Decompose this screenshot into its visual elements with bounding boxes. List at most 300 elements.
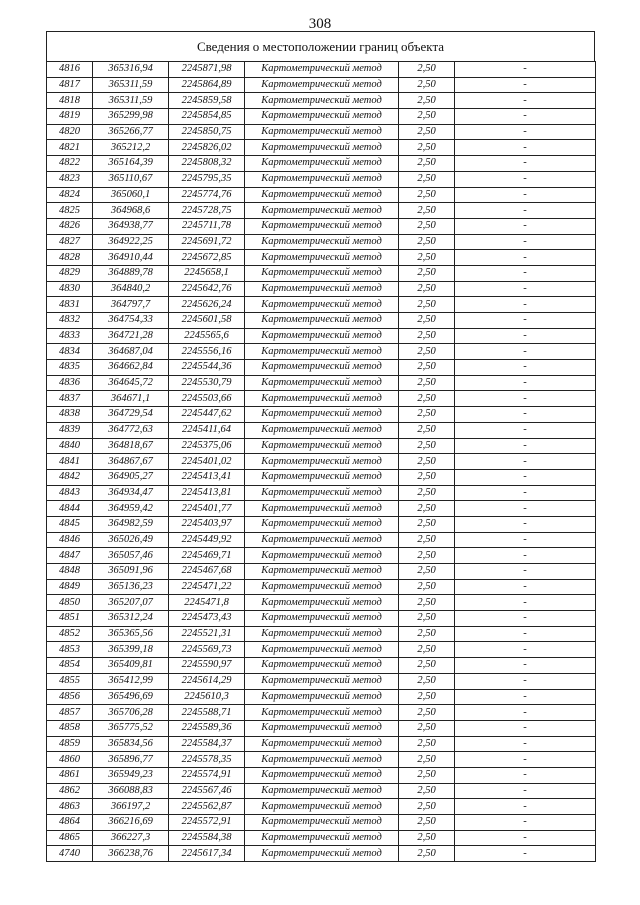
x-coordinate-cell: 365409,81 <box>93 658 169 674</box>
y-coordinate-cell: 2245617,34 <box>169 846 245 862</box>
y-coordinate-cell: 2245401,77 <box>169 501 245 517</box>
point-number-cell: 4847 <box>47 548 93 564</box>
table-row <box>47 454 596 470</box>
coordinates-table <box>46 61 596 862</box>
point-number-cell: 4824 <box>47 187 93 203</box>
y-coordinate-cell: 2245588,71 <box>169 705 245 721</box>
x-coordinate-cell: 365896,77 <box>93 752 169 768</box>
y-coordinate-cell: 2245590,97 <box>169 658 245 674</box>
description-cell: - <box>455 642 596 658</box>
y-coordinate-cell: 2245521,31 <box>169 626 245 642</box>
table-row <box>47 846 596 862</box>
y-coordinate-cell: 2245589,36 <box>169 720 245 736</box>
table-row <box>47 532 596 548</box>
table-row <box>47 673 596 689</box>
description-cell: - <box>455 516 596 532</box>
table-row <box>47 642 596 658</box>
accuracy-cell: 2,50 <box>399 360 455 376</box>
description-cell: - <box>455 140 596 156</box>
description-cell: - <box>455 595 596 611</box>
y-coordinate-cell: 2245795,35 <box>169 171 245 187</box>
point-number-cell: 4844 <box>47 501 93 517</box>
method-cell: Картометрический метод <box>245 815 399 831</box>
method-cell: Картометрический метод <box>245 830 399 846</box>
y-coordinate-cell: 2245556,16 <box>169 344 245 360</box>
method-cell: Картометрический метод <box>245 250 399 266</box>
y-coordinate-cell: 2245572,91 <box>169 815 245 831</box>
point-number-cell: 4865 <box>47 830 93 846</box>
point-number-cell: 4831 <box>47 297 93 313</box>
y-coordinate-cell: 2245569,73 <box>169 642 245 658</box>
y-coordinate-cell: 2245626,24 <box>169 297 245 313</box>
y-coordinate-cell: 2245467,68 <box>169 564 245 580</box>
point-number-cell: 4827 <box>47 234 93 250</box>
table-row <box>47 281 596 297</box>
x-coordinate-cell: 364818,67 <box>93 438 169 454</box>
description-cell: - <box>455 815 596 831</box>
boundary-table-sheet <box>46 31 595 862</box>
y-coordinate-cell: 2245473,43 <box>169 611 245 627</box>
accuracy-cell: 2,50 <box>399 391 455 407</box>
accuracy-cell: 2,50 <box>399 124 455 140</box>
x-coordinate-cell: 365949,23 <box>93 767 169 783</box>
y-coordinate-cell: 2245728,75 <box>169 203 245 219</box>
accuracy-cell: 2,50 <box>399 626 455 642</box>
x-coordinate-cell: 366197,2 <box>93 799 169 815</box>
accuracy-cell: 2,50 <box>399 642 455 658</box>
y-coordinate-cell: 2245530,79 <box>169 375 245 391</box>
accuracy-cell: 2,50 <box>399 250 455 266</box>
accuracy-cell: 2,50 <box>399 62 455 78</box>
description-cell: - <box>455 454 596 470</box>
page-number: 308 <box>308 16 332 32</box>
point-number-cell: 4834 <box>47 344 93 360</box>
table-row <box>47 265 596 281</box>
table-row <box>47 171 596 187</box>
method-cell: Картометрический метод <box>245 281 399 297</box>
x-coordinate-cell: 365207,07 <box>93 595 169 611</box>
y-coordinate-cell: 2245471,8 <box>169 595 245 611</box>
y-coordinate-cell: 2245401,02 <box>169 454 245 470</box>
x-coordinate-cell: 365412,99 <box>93 673 169 689</box>
x-coordinate-cell: 364721,28 <box>93 328 169 344</box>
accuracy-cell: 2,50 <box>399 815 455 831</box>
table-row <box>47 77 596 93</box>
method-cell: Картометрический метод <box>245 485 399 501</box>
accuracy-cell: 2,50 <box>399 720 455 736</box>
y-coordinate-cell: 2245447,62 <box>169 407 245 423</box>
x-coordinate-cell: 364959,42 <box>93 501 169 517</box>
y-coordinate-cell: 2245859,58 <box>169 93 245 109</box>
table-row <box>47 658 596 674</box>
point-number-cell: 4740 <box>47 846 93 862</box>
method-cell: Картометрический метод <box>245 375 399 391</box>
x-coordinate-cell: 364889,78 <box>93 265 169 281</box>
point-number-cell: 4851 <box>47 611 93 627</box>
point-number-cell: 4837 <box>47 391 93 407</box>
accuracy-cell: 2,50 <box>399 187 455 203</box>
method-cell: Картометрический метод <box>245 171 399 187</box>
y-coordinate-cell: 2245826,02 <box>169 140 245 156</box>
y-coordinate-cell: 2245578,35 <box>169 752 245 768</box>
description-cell: - <box>455 62 596 78</box>
accuracy-cell: 2,50 <box>399 783 455 799</box>
y-coordinate-cell: 2245584,38 <box>169 830 245 846</box>
method-cell: Картометрический метод <box>245 218 399 234</box>
method-cell: Картометрический метод <box>245 736 399 752</box>
x-coordinate-cell: 364840,2 <box>93 281 169 297</box>
y-coordinate-cell: 2245808,32 <box>169 156 245 172</box>
table-row <box>47 705 596 721</box>
x-coordinate-cell: 364905,27 <box>93 469 169 485</box>
accuracy-cell: 2,50 <box>399 767 455 783</box>
point-number-cell: 4862 <box>47 783 93 799</box>
y-coordinate-cell: 2245411,64 <box>169 422 245 438</box>
description-cell: - <box>455 422 596 438</box>
description-cell: - <box>455 720 596 736</box>
accuracy-cell: 2,50 <box>399 156 455 172</box>
table-row <box>47 218 596 234</box>
method-cell: Картометрический метод <box>245 234 399 250</box>
point-number-cell: 4830 <box>47 281 93 297</box>
method-cell: Картометрический метод <box>245 438 399 454</box>
method-cell: Картометрический метод <box>245 783 399 799</box>
accuracy-cell: 2,50 <box>399 516 455 532</box>
method-cell: Картометрический метод <box>245 360 399 376</box>
table-row <box>47 548 596 564</box>
y-coordinate-cell: 2245711,78 <box>169 218 245 234</box>
table-title: Сведения о местоположении границ объекта <box>46 31 595 61</box>
method-cell: Картометрический метод <box>245 564 399 580</box>
description-cell: - <box>455 77 596 93</box>
table-row <box>47 156 596 172</box>
table-row <box>47 501 596 517</box>
accuracy-cell: 2,50 <box>399 93 455 109</box>
description-cell: - <box>455 375 596 391</box>
method-cell: Картометрический метод <box>245 642 399 658</box>
y-coordinate-cell: 2245503,66 <box>169 391 245 407</box>
point-number-cell: 4855 <box>47 673 93 689</box>
description-cell: - <box>455 93 596 109</box>
description-cell: - <box>455 328 596 344</box>
x-coordinate-cell: 365266,77 <box>93 124 169 140</box>
x-coordinate-cell: 365399,18 <box>93 642 169 658</box>
description-cell: - <box>455 124 596 140</box>
table-row <box>47 579 596 595</box>
table-row <box>47 799 596 815</box>
y-coordinate-cell: 2245567,46 <box>169 783 245 799</box>
table-row <box>47 595 596 611</box>
point-number-cell: 4863 <box>47 799 93 815</box>
x-coordinate-cell: 365212,2 <box>93 140 169 156</box>
x-coordinate-cell: 366216,69 <box>93 815 169 831</box>
accuracy-cell: 2,50 <box>399 752 455 768</box>
description-cell: - <box>455 611 596 627</box>
x-coordinate-cell: 365311,59 <box>93 93 169 109</box>
description-cell: - <box>455 846 596 862</box>
accuracy-cell: 2,50 <box>399 297 455 313</box>
method-cell: Картометрический метод <box>245 391 399 407</box>
point-number-cell: 4843 <box>47 485 93 501</box>
description-cell: - <box>455 579 596 595</box>
method-cell: Картометрический метод <box>245 297 399 313</box>
y-coordinate-cell: 2245449,92 <box>169 532 245 548</box>
point-number-cell: 4852 <box>47 626 93 642</box>
point-number-cell: 4823 <box>47 171 93 187</box>
method-cell: Картометрический метод <box>245 658 399 674</box>
x-coordinate-cell: 365091,96 <box>93 564 169 580</box>
table-row <box>47 297 596 313</box>
point-number-cell: 4850 <box>47 595 93 611</box>
accuracy-cell: 2,50 <box>399 469 455 485</box>
accuracy-cell: 2,50 <box>399 485 455 501</box>
table-row <box>47 328 596 344</box>
y-coordinate-cell: 2245774,76 <box>169 187 245 203</box>
point-number-cell: 4854 <box>47 658 93 674</box>
method-cell: Картометрический метод <box>245 626 399 642</box>
point-number-cell: 4848 <box>47 564 93 580</box>
x-coordinate-cell: 364938,77 <box>93 218 169 234</box>
point-number-cell: 4818 <box>47 93 93 109</box>
method-cell: Картометрический метод <box>245 156 399 172</box>
method-cell: Картометрический метод <box>245 689 399 705</box>
method-cell: Картометрический метод <box>245 579 399 595</box>
description-cell: - <box>455 689 596 705</box>
y-coordinate-cell: 2245403,97 <box>169 516 245 532</box>
point-number-cell: 4819 <box>47 109 93 125</box>
accuracy-cell: 2,50 <box>399 344 455 360</box>
y-coordinate-cell: 2245544,36 <box>169 360 245 376</box>
table-row <box>47 485 596 501</box>
accuracy-cell: 2,50 <box>399 689 455 705</box>
description-cell: - <box>455 548 596 564</box>
description-cell: - <box>455 673 596 689</box>
x-coordinate-cell: 366088,83 <box>93 783 169 799</box>
method-cell: Картометрический метод <box>245 846 399 862</box>
method-cell: Картометрический метод <box>245 516 399 532</box>
x-coordinate-cell: 364729,54 <box>93 407 169 423</box>
x-coordinate-cell: 364645,72 <box>93 375 169 391</box>
x-coordinate-cell: 365311,59 <box>93 77 169 93</box>
method-cell: Картометрический метод <box>245 501 399 517</box>
point-number-cell: 4858 <box>47 720 93 736</box>
description-cell: - <box>455 783 596 799</box>
x-coordinate-cell: 365164,39 <box>93 156 169 172</box>
accuracy-cell: 2,50 <box>399 799 455 815</box>
description-cell: - <box>455 438 596 454</box>
description-cell: - <box>455 156 596 172</box>
point-number-cell: 4835 <box>47 360 93 376</box>
table-row <box>47 752 596 768</box>
accuracy-cell: 2,50 <box>399 171 455 187</box>
point-number-cell: 4853 <box>47 642 93 658</box>
x-coordinate-cell: 365365,56 <box>93 626 169 642</box>
table-row <box>47 407 596 423</box>
table-row <box>47 203 596 219</box>
x-coordinate-cell: 365834,56 <box>93 736 169 752</box>
method-cell: Картометрический метод <box>245 767 399 783</box>
table-row <box>47 422 596 438</box>
description-cell: - <box>455 171 596 187</box>
point-number-cell: 4821 <box>47 140 93 156</box>
point-number-cell: 4846 <box>47 532 93 548</box>
method-cell: Картометрический метод <box>245 265 399 281</box>
point-number-cell: 4820 <box>47 124 93 140</box>
y-coordinate-cell: 2245375,06 <box>169 438 245 454</box>
table-row <box>47 564 596 580</box>
table-row <box>47 109 596 125</box>
method-cell: Картометрический метод <box>245 77 399 93</box>
table-row <box>47 469 596 485</box>
method-cell: Картометрический метод <box>245 799 399 815</box>
y-coordinate-cell: 2245672,85 <box>169 250 245 266</box>
description-cell: - <box>455 187 596 203</box>
method-cell: Картометрический метод <box>245 187 399 203</box>
accuracy-cell: 2,50 <box>399 501 455 517</box>
accuracy-cell: 2,50 <box>399 595 455 611</box>
x-coordinate-cell: 364867,67 <box>93 454 169 470</box>
point-number-cell: 4838 <box>47 407 93 423</box>
method-cell: Картометрический метод <box>245 595 399 611</box>
method-cell: Картометрический метод <box>245 720 399 736</box>
point-number-cell: 4828 <box>47 250 93 266</box>
table-row <box>47 234 596 250</box>
x-coordinate-cell: 364968,6 <box>93 203 169 219</box>
accuracy-cell: 2,50 <box>399 265 455 281</box>
table-row <box>47 689 596 705</box>
accuracy-cell: 2,50 <box>399 328 455 344</box>
y-coordinate-cell: 2245413,41 <box>169 469 245 485</box>
point-number-cell: 4825 <box>47 203 93 219</box>
table-row <box>47 736 596 752</box>
description-cell: - <box>455 360 596 376</box>
x-coordinate-cell: 366238,76 <box>93 846 169 862</box>
accuracy-cell: 2,50 <box>399 579 455 595</box>
point-number-cell: 4817 <box>47 77 93 93</box>
description-cell: - <box>455 626 596 642</box>
x-coordinate-cell: 364982,59 <box>93 516 169 532</box>
description-cell: - <box>455 297 596 313</box>
method-cell: Картометрический метод <box>245 422 399 438</box>
table-row <box>47 313 596 329</box>
y-coordinate-cell: 2245850,75 <box>169 124 245 140</box>
x-coordinate-cell: 365110,67 <box>93 171 169 187</box>
table-row <box>47 516 596 532</box>
y-coordinate-cell: 2245610,3 <box>169 689 245 705</box>
y-coordinate-cell: 2245691,72 <box>169 234 245 250</box>
description-cell: - <box>455 407 596 423</box>
description-cell: - <box>455 767 596 783</box>
x-coordinate-cell: 365316,94 <box>93 62 169 78</box>
table-row <box>47 830 596 846</box>
accuracy-cell: 2,50 <box>399 658 455 674</box>
x-coordinate-cell: 364754,33 <box>93 313 169 329</box>
x-coordinate-cell: 364671,1 <box>93 391 169 407</box>
y-coordinate-cell: 2245614,29 <box>169 673 245 689</box>
accuracy-cell: 2,50 <box>399 234 455 250</box>
description-cell: - <box>455 344 596 360</box>
x-coordinate-cell: 365496,69 <box>93 689 169 705</box>
point-number-cell: 4845 <box>47 516 93 532</box>
table-row <box>47 391 596 407</box>
y-coordinate-cell: 2245574,91 <box>169 767 245 783</box>
point-number-cell: 4859 <box>47 736 93 752</box>
table-row <box>47 250 596 266</box>
table-row <box>47 124 596 140</box>
x-coordinate-cell: 365026,49 <box>93 532 169 548</box>
method-cell: Картометрический метод <box>245 752 399 768</box>
accuracy-cell: 2,50 <box>399 705 455 721</box>
table-row <box>47 611 596 627</box>
point-number-cell: 4822 <box>47 156 93 172</box>
accuracy-cell: 2,50 <box>399 407 455 423</box>
accuracy-cell: 2,50 <box>399 673 455 689</box>
point-number-cell: 4826 <box>47 218 93 234</box>
point-number-cell: 4841 <box>47 454 93 470</box>
x-coordinate-cell: 364910,44 <box>93 250 169 266</box>
method-cell: Картометрический метод <box>245 124 399 140</box>
accuracy-cell: 2,50 <box>399 422 455 438</box>
x-coordinate-cell: 365060,1 <box>93 187 169 203</box>
point-number-cell: 4842 <box>47 469 93 485</box>
description-cell: - <box>455 532 596 548</box>
method-cell: Картометрический метод <box>245 62 399 78</box>
table-row <box>47 140 596 156</box>
method-cell: Картометрический метод <box>245 611 399 627</box>
accuracy-cell: 2,50 <box>399 611 455 627</box>
description-cell: - <box>455 234 596 250</box>
accuracy-cell: 2,50 <box>399 454 455 470</box>
x-coordinate-cell: 364934,47 <box>93 485 169 501</box>
accuracy-cell: 2,50 <box>399 438 455 454</box>
description-cell: - <box>455 705 596 721</box>
point-number-cell: 4833 <box>47 328 93 344</box>
description-cell: - <box>455 203 596 219</box>
point-number-cell: 4861 <box>47 767 93 783</box>
accuracy-cell: 2,50 <box>399 375 455 391</box>
description-cell: - <box>455 736 596 752</box>
y-coordinate-cell: 2245871,98 <box>169 62 245 78</box>
y-coordinate-cell: 2245601,58 <box>169 313 245 329</box>
method-cell: Картометрический метод <box>245 140 399 156</box>
accuracy-cell: 2,50 <box>399 313 455 329</box>
method-cell: Картометрический метод <box>245 454 399 470</box>
y-coordinate-cell: 2245565,6 <box>169 328 245 344</box>
method-cell: Картометрический метод <box>245 328 399 344</box>
method-cell: Картометрический метод <box>245 532 399 548</box>
point-number-cell: 4860 <box>47 752 93 768</box>
table-row <box>47 93 596 109</box>
accuracy-cell: 2,50 <box>399 830 455 846</box>
y-coordinate-cell: 2245413,81 <box>169 485 245 501</box>
description-cell: - <box>455 799 596 815</box>
y-coordinate-cell: 2245864,89 <box>169 77 245 93</box>
description-cell: - <box>455 658 596 674</box>
x-coordinate-cell: 365299,98 <box>93 109 169 125</box>
x-coordinate-cell: 364922,25 <box>93 234 169 250</box>
accuracy-cell: 2,50 <box>399 109 455 125</box>
accuracy-cell: 2,50 <box>399 140 455 156</box>
x-coordinate-cell: 365136,23 <box>93 579 169 595</box>
table-row <box>47 626 596 642</box>
point-number-cell: 4832 <box>47 313 93 329</box>
table-row <box>47 783 596 799</box>
x-coordinate-cell: 365057,46 <box>93 548 169 564</box>
table-row <box>47 720 596 736</box>
accuracy-cell: 2,50 <box>399 532 455 548</box>
table-row <box>47 344 596 360</box>
point-number-cell: 4864 <box>47 815 93 831</box>
